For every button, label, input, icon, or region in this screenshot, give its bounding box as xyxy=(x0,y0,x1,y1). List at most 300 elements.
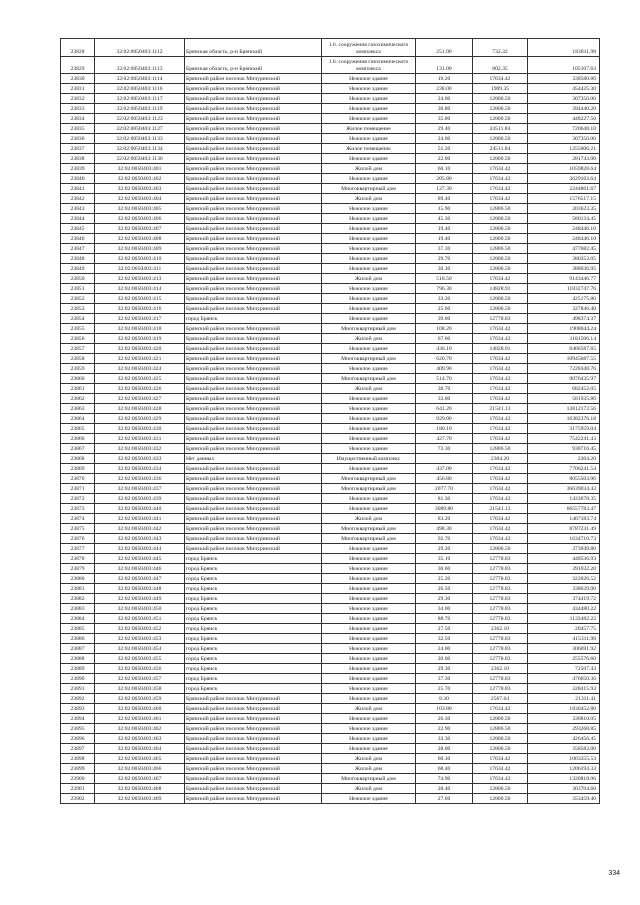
cadastral-number-cell: 32:02:0050403:1117 xyxy=(95,94,185,104)
cadastral-number-cell: 32:02:0050403:463 xyxy=(95,734,185,744)
specific-value-cell: 12778.83 xyxy=(473,634,528,644)
specific-value-cell: 17634.42 xyxy=(473,364,528,374)
cadastral-number-cell: 32:02:0050403:404 xyxy=(95,194,185,204)
row-number-cell: 23848 xyxy=(61,254,95,264)
row-number-cell: 23886 xyxy=(61,634,95,644)
table-row xyxy=(61,294,600,304)
row-number-cell: 23889 xyxy=(61,664,95,674)
row-number-cell: 23829 xyxy=(61,56,95,74)
specific-value-cell: 12806.50 xyxy=(473,94,528,104)
table-row xyxy=(61,474,600,484)
address-cell: город Брянск xyxy=(185,664,322,674)
row-number-cell: 23870 xyxy=(61,474,95,484)
specific-value-cell: 12806.50 xyxy=(473,154,528,164)
address-cell: Брянский район поселок Мичуринский xyxy=(185,344,322,354)
area-cell: 29.20 xyxy=(416,544,473,554)
cadastral-value-cell: 2244861.67 xyxy=(528,184,600,194)
object-type-cell: Нежилое здание xyxy=(322,364,416,374)
cadastral-number-cell: 32:02:0050403:413 xyxy=(95,274,185,284)
table-row xyxy=(61,364,600,374)
object-type-cell: Нежилое здание xyxy=(322,204,416,214)
cadastral-value-cell: 16382376.18 xyxy=(528,414,600,424)
area-cell: 427.70 xyxy=(416,434,473,444)
table-row xyxy=(61,354,600,364)
specific-value-cell: 12778.83 xyxy=(473,674,528,684)
cadastral-number-cell: 32:02:0050403:444 xyxy=(95,544,185,554)
table-body xyxy=(61,39,600,804)
specific-value-cell: 12778.83 xyxy=(473,594,528,604)
area-cell: 24.00 xyxy=(416,644,473,654)
cadastral-number-cell: 32:02:0050403:419 xyxy=(95,334,185,344)
area-cell: 20.00 xyxy=(416,654,473,664)
object-type-cell: Нежилое здание xyxy=(322,94,416,104)
address-cell: Брянский район поселок Мичуринский xyxy=(185,384,322,394)
area-cell: 437.00 xyxy=(416,464,473,474)
row-number-cell: 23842 xyxy=(61,194,95,204)
specific-value-cell: 1909.35 xyxy=(473,84,528,94)
table-row xyxy=(61,234,600,244)
specific-value-cell: 17634.42 xyxy=(473,474,528,484)
cadastral-value-cell: 1133482.22 xyxy=(528,614,600,624)
address-cell: Брянский район поселок Мичуринский xyxy=(185,364,322,374)
area-cell: 127.30 xyxy=(416,184,473,194)
object-type-cell: Нежилое здание xyxy=(322,604,416,614)
table-row xyxy=(61,774,600,784)
cadastral-number-cell: 32:02:0050403:405 xyxy=(95,204,185,214)
address-cell: Брянский район поселок Мичуринский xyxy=(185,444,322,454)
cadastral-number-cell: 32:02:0050403:418 xyxy=(95,324,185,334)
area-cell: 88.70 xyxy=(416,614,473,624)
row-number-cell: 23899 xyxy=(61,764,95,774)
cadastral-number-cell: 32:02:0050403:1113 xyxy=(95,56,185,74)
cadastral-number-cell: 32:02:0050403:1119 xyxy=(95,104,185,114)
table-row xyxy=(61,224,600,234)
address-cell: Брянский район поселок Мичуринский xyxy=(185,414,322,424)
row-number-cell: 23840 xyxy=(61,174,95,184)
cadastral-number-cell: 32:02:0050403:427 xyxy=(95,394,185,404)
area-cell: 29.30 xyxy=(416,664,473,674)
address-cell: Брянский район поселок Мичуринский xyxy=(185,734,322,744)
table-row xyxy=(61,404,600,414)
area-cell: 514.70 xyxy=(416,374,473,384)
cadastral-number-cell: 32:02:0050403:416 xyxy=(95,304,185,314)
row-number-cell: 23857 xyxy=(61,344,95,354)
object-type-cell: Жилое помещение xyxy=(322,124,416,134)
object-type-cell: Жилой дом xyxy=(322,164,416,174)
area-cell: 67.00 xyxy=(416,334,473,344)
address-cell: Брянский район поселок Мичуринский xyxy=(185,514,322,524)
address-cell: Брянский район поселок Мичуринский xyxy=(185,784,322,794)
cadastral-value-cell: 8055503.06 xyxy=(528,474,600,484)
cadastral-value-cell: 682452.05 xyxy=(528,384,600,394)
area-cell: 180.10 xyxy=(416,424,473,434)
object-type-cell: 1.6. сооружения газохимического комплекса xyxy=(322,39,416,57)
cadastral-value-cell: 1908044.24 xyxy=(528,324,600,334)
object-type-cell: Нежилое здание xyxy=(322,424,416,434)
cadastral-value-cell: 415311.98 xyxy=(528,634,600,644)
area-cell: 24.00 xyxy=(416,134,473,144)
table-row xyxy=(61,604,600,614)
address-cell: город Брянск xyxy=(185,654,322,664)
address-cell: город Брянск xyxy=(185,674,322,684)
row-number-cell: 23877 xyxy=(61,544,95,554)
row-number-cell: 23901 xyxy=(61,784,95,794)
specific-value-cell: 802.35 xyxy=(473,56,528,74)
specific-value-cell: 17634.42 xyxy=(473,494,528,504)
row-number-cell: 23851 xyxy=(61,284,95,294)
specific-value-cell: 17634.42 xyxy=(473,74,528,84)
specific-value-cell: 12806.50 xyxy=(473,784,528,794)
row-number-cell: 23843 xyxy=(61,204,95,214)
specific-value-cell: 12806.50 xyxy=(473,224,528,234)
table-row xyxy=(61,674,600,684)
cadastral-number-cell: 32:02:0050403:1134 xyxy=(95,144,185,154)
object-type-cell: Нежилое здание xyxy=(322,104,416,114)
table-row xyxy=(61,484,600,494)
cadastral-value-cell: 307356.00 xyxy=(528,134,600,144)
cadastral-number-cell: 32:02:0050403:417 xyxy=(95,314,185,324)
table-row xyxy=(61,694,600,704)
specific-value-cell: 14828.91 xyxy=(473,284,528,294)
object-type-cell: Нежилое здание xyxy=(322,234,416,244)
cadastral-number-cell: 32:02:0050403:414 xyxy=(95,284,185,294)
object-type-cell: Нежилое здание xyxy=(322,414,416,424)
address-cell: Брянский район поселок Мичуринский xyxy=(185,354,322,364)
area-cell: 33.00 xyxy=(416,394,473,404)
cadastral-value-cell: 13812172.56 xyxy=(528,404,600,414)
cadastral-value-cell: 1206194.33 xyxy=(528,764,600,774)
row-number-cell: 23846 xyxy=(61,234,95,244)
row-number-cell: 23866 xyxy=(61,434,95,444)
area-cell: 8.30 xyxy=(416,694,473,704)
row-number-cell: 23902 xyxy=(61,794,95,804)
cadastral-number-cell: 32:02:0050403:409 xyxy=(95,244,185,254)
area-cell: 22.00 xyxy=(416,154,473,164)
cadastral-value-cell: 373949.80 xyxy=(528,544,600,554)
specific-value-cell: 17634.42 xyxy=(473,414,528,424)
row-number-cell: 23892 xyxy=(61,694,95,704)
cadastral-value-cell: 327846.40 xyxy=(528,304,600,314)
address-cell: город Брянск xyxy=(185,314,322,324)
address-cell: Брянский район поселок Мичуринский xyxy=(185,704,322,714)
area-cell: 73.30 xyxy=(416,444,473,454)
cadastral-value-cell: 476650.36 xyxy=(528,674,600,684)
object-type-cell: Многоквартирный дом xyxy=(322,324,416,334)
cadastral-value-cell: 66557783.47 xyxy=(528,504,600,514)
object-type-cell: Многоквартирный дом xyxy=(322,474,416,484)
address-cell: город Брянск xyxy=(185,574,322,584)
object-type-cell: Нежилое здание xyxy=(322,224,416,234)
cadastral-value-cell: 21311.41 xyxy=(528,694,600,704)
address-cell: Брянский район поселок Мичуринский xyxy=(185,424,322,434)
area-cell: 68.40 xyxy=(416,764,473,774)
specific-value-cell: 2567.64 xyxy=(473,694,528,704)
row-number-cell: 23895 xyxy=(61,724,95,734)
specific-value-cell: 17634.42 xyxy=(473,384,528,394)
object-type-cell: Нежилое здание xyxy=(322,694,416,704)
specific-value-cell: 21541.13 xyxy=(473,504,528,514)
area-cell: 33.30 xyxy=(416,734,473,744)
area-cell: 38.70 xyxy=(416,384,473,394)
cadastral-value-cell: 1433678.35 xyxy=(528,494,600,504)
table-row xyxy=(61,584,600,594)
table-row xyxy=(61,514,600,524)
table-row xyxy=(61,274,600,284)
table-row xyxy=(61,154,600,164)
address-cell: город Брянск xyxy=(185,594,322,604)
address-cell: Брянский район поселок Мичуринский xyxy=(185,154,322,164)
cadastral-number-cell: 32:02:0050403:408 xyxy=(95,234,185,244)
cadastral-number-cell: 32:02:0050403:452 xyxy=(95,624,185,634)
row-number-cell: 23878 xyxy=(61,554,95,564)
specific-value-cell: 17634.42 xyxy=(473,334,528,344)
specific-value-cell: 12806.50 xyxy=(473,114,528,124)
specific-value-cell: 17634.42 xyxy=(473,184,528,194)
specific-value-cell: 17634.42 xyxy=(473,274,528,284)
specific-value-cell: 12806.50 xyxy=(473,734,528,744)
cadastral-value-cell: 353459.40 xyxy=(528,794,600,804)
row-number-cell: 23863 xyxy=(61,404,95,414)
address-cell: город Брянск xyxy=(185,644,322,654)
cadastral-value-cell: 426456.45 xyxy=(528,734,600,744)
address-cell: Брянский район поселок Мичуринский xyxy=(185,494,322,504)
cadastral-number-cell: 32:02:0050403:1123 xyxy=(95,114,185,124)
row-number-cell: 23852 xyxy=(61,294,95,304)
table-row xyxy=(61,56,600,74)
table-row xyxy=(61,454,600,464)
table-row xyxy=(61,414,600,424)
area-cell: 27.50 xyxy=(416,624,473,634)
object-type-cell: Многоквартирный дом xyxy=(322,524,416,534)
row-number-cell: 23888 xyxy=(61,654,95,664)
object-type-cell: Нежилое здание xyxy=(322,674,416,684)
cadastral-number-cell: 32:02:0050403:437 xyxy=(95,484,185,494)
address-cell: Брянский район поселок Мичуринский xyxy=(185,794,322,804)
area-cell: 81.30 xyxy=(416,494,473,504)
cadastral-value-cell: 11832747.76 xyxy=(528,284,600,294)
specific-value-cell: 24511.84 xyxy=(473,144,528,154)
area-cell: 26.30 xyxy=(416,714,473,724)
address-cell: Брянский район поселок Мичуринский xyxy=(185,284,322,294)
object-type-cell: Нежилое здание xyxy=(322,504,416,514)
area-cell: 436.10 xyxy=(416,344,473,354)
cadastral-number-cell: 32:02:0050403:424 xyxy=(95,364,185,374)
area-cell: 32.50 xyxy=(416,634,473,644)
cadastral-number-cell: 32:02:0050403:467 xyxy=(95,774,185,784)
row-number-cell: 23900 xyxy=(61,774,95,784)
object-type-cell: Жилой дом xyxy=(322,274,416,284)
specific-value-cell: 12806.50 xyxy=(473,304,528,314)
cadastral-number-cell: 32:02:0050403:406 xyxy=(95,214,185,224)
area-cell: 2077.70 xyxy=(416,484,473,494)
object-type-cell: Нежилое здание xyxy=(322,304,416,314)
cadastral-value-cell: 8787231.49 xyxy=(528,524,600,534)
object-type-cell: Нежилое здание xyxy=(322,84,416,94)
cadastral-value-cell: 1059828.64 xyxy=(528,164,600,174)
specific-value-cell: 14828.91 xyxy=(473,344,528,354)
address-cell: город Брянск xyxy=(185,554,322,564)
cadastral-value-cell: 580134.45 xyxy=(528,214,600,224)
cadastral-number-cell: 32:02:0050403:420 xyxy=(95,344,185,354)
address-cell: Брянский район поселок Мичуринский xyxy=(185,764,322,774)
object-type-cell: Нежилое здание xyxy=(322,394,416,404)
specific-value-cell: 2362.10 xyxy=(473,664,528,674)
object-type-cell: Нежилое здание xyxy=(322,794,416,804)
object-type-cell: Нежилое здание xyxy=(322,564,416,574)
object-type-cell: Жилой дом xyxy=(322,384,416,394)
cadastral-value-cell: 10945687.55 xyxy=(528,354,600,364)
cadastral-number-cell: 32:02:0050403:1127 xyxy=(95,124,185,134)
table-row xyxy=(61,744,600,754)
row-number-cell: 23850 xyxy=(61,274,95,284)
specific-value-cell: 17634.42 xyxy=(473,704,528,714)
row-number-cell: 23859 xyxy=(61,364,95,374)
address-cell: Нет данных xyxy=(185,454,322,464)
table-row xyxy=(61,494,600,504)
cadastral-number-cell: 32:02:0050403:410 xyxy=(95,254,185,264)
address-cell: Брянский район поселок Мичуринский xyxy=(185,274,322,284)
object-type-cell: Жилой дом xyxy=(322,334,416,344)
cadastral-number-cell: 32:02:0050403:402 xyxy=(95,174,185,184)
address-cell: город Брянск xyxy=(185,614,322,624)
table-row xyxy=(61,764,600,774)
table-row xyxy=(61,204,600,214)
address-cell: Брянский район поселок Мичуринский xyxy=(185,754,322,764)
object-type-cell: Нежилое здание xyxy=(322,574,416,584)
cadastral-value-cell: 391032.20 xyxy=(528,564,600,574)
address-cell: Брянский район поселок Мичуринский xyxy=(185,124,322,134)
cadastral-value-cell: 394440.20 xyxy=(528,104,600,114)
specific-value-cell: 17634.42 xyxy=(473,324,528,334)
address-cell: Брянский район поселок Мичуринский xyxy=(185,474,322,484)
area-cell: 22.90 xyxy=(416,724,473,734)
cadastral-number-cell: 32:02:0050403:440 xyxy=(95,504,185,514)
object-type-cell: Нежилое здание xyxy=(322,584,416,594)
object-type-cell: Многоквартирный дом xyxy=(322,374,416,384)
row-number-cell: 23876 xyxy=(61,534,95,544)
area-cell: 251.00 xyxy=(416,39,473,57)
row-number-cell: 23872 xyxy=(61,494,95,504)
cadastral-value-cell: 454425.30 xyxy=(528,84,600,94)
cadastral-value-cell: 293268.85 xyxy=(528,724,600,734)
address-cell: Брянский район поселок Мичуринский xyxy=(185,254,322,264)
area-cell: 29.30 xyxy=(416,594,473,604)
cadastral-number-cell: 32:02:0050403:429 xyxy=(95,414,185,424)
row-number-cell: 23881 xyxy=(61,584,95,594)
address-cell: Брянский район поселок Мичуринский xyxy=(185,94,322,104)
cadastral-value-cell: 72507.43 xyxy=(528,664,600,674)
cadastral-value-cell: 6466587.65 xyxy=(528,344,600,354)
address-cell: Брянский район поселок Мичуринский xyxy=(185,484,322,494)
address-cell: Брянский район поселок Мичуринский xyxy=(185,194,322,204)
cadastral-number-cell: 32:02:0050403:401 xyxy=(95,164,185,174)
address-cell: Брянский район поселок Мичуринский xyxy=(185,134,322,144)
table-row xyxy=(61,614,600,624)
specific-value-cell: 12806.50 xyxy=(473,744,528,754)
cadastral-number-cell: 32:02:0050403:447 xyxy=(95,574,185,584)
object-type-cell: Нежилое здание xyxy=(322,544,416,554)
specific-value-cell: 12806.50 xyxy=(473,214,528,224)
page-number: 334 xyxy=(608,870,620,877)
specific-value-cell: 17634.42 xyxy=(473,174,528,184)
area-cell: 35.10 xyxy=(416,554,473,564)
row-number-cell: 23839 xyxy=(61,164,95,174)
address-cell: Брянский район поселок Мичуринский xyxy=(185,394,322,404)
cadastral-number-cell: 32:02:0050403:446 xyxy=(95,564,185,574)
area-cell: 29.40 xyxy=(416,124,473,134)
area-cell: 37.30 xyxy=(416,674,473,684)
row-number-cell: 23858 xyxy=(61,354,95,364)
table-row xyxy=(61,654,600,664)
cadastral-number-cell: 32:02:0050403:1116 xyxy=(95,84,185,94)
cadastral-value-cell: 3175959.04 xyxy=(528,424,600,434)
table-row xyxy=(61,254,600,264)
row-number-cell: 23841 xyxy=(61,184,95,194)
cadastral-value-cell: 307356.00 xyxy=(528,94,600,104)
row-number-cell: 23869 xyxy=(61,464,95,474)
address-cell: город Брянск xyxy=(185,684,322,694)
cadastral-number-cell: 32:02:0050403:434 xyxy=(95,464,185,474)
object-type-cell: Нежилое здание xyxy=(322,654,416,664)
cadastral-value-cell: 322026.52 xyxy=(528,574,600,584)
object-type-cell: Нежилое здание xyxy=(322,664,416,674)
row-number-cell: 23890 xyxy=(61,674,95,684)
row-number-cell: 23832 xyxy=(61,94,95,104)
table-row xyxy=(61,444,600,454)
address-cell: Брянский район поселок Мичуринский xyxy=(185,144,322,154)
address-cell: Брянский район поселок Мичуринский xyxy=(185,534,322,544)
table-row xyxy=(61,284,600,294)
specific-value-cell: 17634.42 xyxy=(473,764,528,774)
area-cell: 28.00 xyxy=(416,744,473,754)
table-row xyxy=(61,664,600,674)
object-type-cell: Нежилое здание xyxy=(322,554,416,564)
row-number-cell: 23828 xyxy=(61,39,95,57)
object-type-cell: Нежилое здание xyxy=(322,464,416,474)
cadastral-number-cell: 32:02:0050403:445 xyxy=(95,554,185,564)
specific-value-cell: 17634.42 xyxy=(473,434,528,444)
table-row xyxy=(61,39,600,57)
cadastral-number-cell: 32:02:0050403:461 xyxy=(95,714,185,724)
cadastral-value-cell: 306691.92 xyxy=(528,644,600,654)
specific-value-cell: 12778.83 xyxy=(473,554,528,564)
address-cell: Брянский район поселок Мичуринский xyxy=(185,714,322,724)
table-row xyxy=(61,794,600,804)
specific-value-cell: 24511.84 xyxy=(473,124,528,134)
area-cell: 131.00 xyxy=(416,56,473,74)
cadastral-value-cell: 374419.72 xyxy=(528,594,600,604)
address-cell: Брянский район поселок Мичуринский xyxy=(185,214,322,224)
row-number-cell: 23897 xyxy=(61,744,95,754)
cadastral-number-cell: 32:02:0050403:436 xyxy=(95,474,185,484)
table-row xyxy=(61,334,600,344)
cadastral-number-cell: 32:02:0050403:1133 xyxy=(95,134,185,144)
object-type-cell: Жилое помещение xyxy=(322,144,416,154)
address-cell: Брянский район поселок Мичуринский xyxy=(185,464,322,474)
area-cell: 45.30 xyxy=(416,214,473,224)
table-row xyxy=(61,624,600,634)
specific-value-cell: 17634.42 xyxy=(473,534,528,544)
row-number-cell: 23865 xyxy=(61,424,95,434)
row-number-cell: 23847 xyxy=(61,244,95,254)
table-row xyxy=(61,114,600,124)
row-number-cell: 23894 xyxy=(61,714,95,724)
area-cell: 29.70 xyxy=(416,254,473,264)
cadastral-number-cell: 32:02:0050403:458 xyxy=(95,684,185,694)
area-cell: 205.80 xyxy=(416,174,473,184)
object-type-cell: Жилой дом xyxy=(322,514,416,524)
cadastral-value-cell: 581935.86 xyxy=(528,394,600,404)
